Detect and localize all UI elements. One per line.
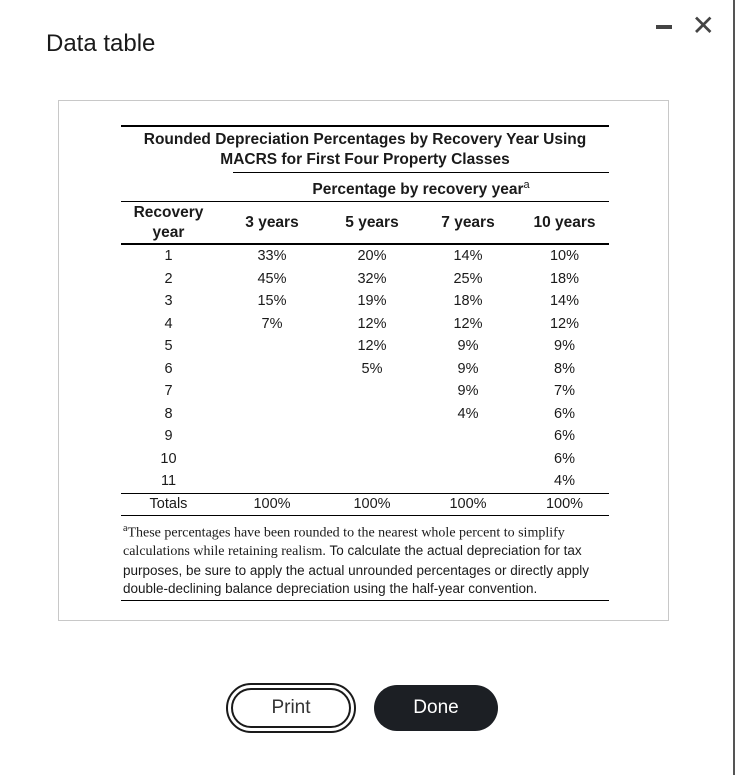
percentage-cell-3-years: 33% — [257, 248, 287, 265]
table-row — [121, 244, 609, 268]
percentage-cell-3-years: 45% — [257, 270, 287, 287]
print-button-label: Print — [231, 688, 351, 728]
percentage-cell-7-years: 18% — [453, 293, 483, 310]
recovery-year-cell: 8 — [164, 405, 173, 422]
percentage-cell-7-years: 14% — [453, 248, 483, 265]
depreciation-grid — [121, 201, 609, 515]
close-icon[interactable]: ✕ — [691, 10, 715, 41]
percentage-cell-5-years — [328, 403, 416, 426]
percentage-cell-3-years: 15% — [257, 293, 287, 310]
footnote-marker: a — [523, 179, 530, 191]
footnote-marker-label: a — [123, 522, 128, 534]
table-footnote — [121, 515, 609, 601]
recovery-year-cell: 2 — [164, 270, 173, 287]
percentage-cell-10-years: 12% — [549, 315, 580, 332]
column-header-5-years: 5 years — [328, 202, 416, 245]
percentage-cell-10-years: 4% — [554, 473, 575, 490]
minimize-icon[interactable] — [656, 25, 672, 29]
percentage-cell-3-years — [216, 470, 328, 493]
percentage-cell-10-years: 14% — [549, 293, 580, 310]
header-row — [121, 202, 609, 245]
percentage-cell-3-years — [216, 425, 328, 448]
table-row — [121, 268, 609, 291]
table-caption — [121, 125, 609, 172]
percentage-cell-5-years — [328, 380, 416, 403]
table-row — [121, 448, 609, 471]
recovery-year-cell: 6 — [164, 360, 173, 377]
totals-3-years: 100% — [216, 493, 328, 515]
percentage-cell-3-years — [216, 380, 328, 403]
totals-5-years: 100% — [328, 493, 416, 515]
recovery-year-cell: 3 — [164, 293, 173, 310]
percentage-cell-3-years — [216, 358, 328, 381]
percentage-cell-10-years: 7% — [554, 383, 575, 400]
percentage-cell-3-years — [216, 335, 328, 358]
table-row — [121, 470, 609, 493]
recovery-year-cell: 1 — [164, 248, 173, 265]
percentage-cell-3-years: 7% — [261, 315, 283, 332]
table-row — [121, 403, 609, 426]
column-header-3-years: 3 years — [216, 202, 328, 245]
column-header-recovery-year — [121, 202, 216, 245]
percentage-cell-7-years: 9% — [457, 338, 479, 355]
percentage-cell-5-years: 20% — [357, 248, 387, 265]
percentage-cell-3-years — [216, 403, 328, 426]
percentage-cell-5-years: 5% — [361, 360, 383, 377]
percentage-cell-10-years: 18% — [549, 270, 580, 287]
done-button[interactable]: Done — [374, 685, 498, 731]
table-row — [121, 358, 609, 381]
table-row — [121, 335, 609, 358]
percentage-cell-5-years — [328, 470, 416, 493]
recovery-label-line-2: year — [152, 223, 185, 241]
recovery-year-cell: 4 — [164, 315, 173, 332]
percentage-cell-5-years: 12% — [357, 338, 387, 355]
column-header-10-years: 10 years — [520, 202, 609, 245]
percentage-cell-10-years: 8% — [554, 360, 575, 377]
dialog-title: Data table — [46, 30, 156, 57]
percentage-cell-7-years — [416, 470, 520, 493]
percentage-cell-10-years: 6% — [554, 450, 575, 467]
percentage-cell-7-years — [416, 425, 520, 448]
percentage-cell-5-years — [328, 425, 416, 448]
table-row — [121, 425, 609, 448]
group-header-text: Percentage by recovery year — [312, 181, 524, 199]
recovery-label-line-1: Recovery — [133, 203, 204, 221]
percentage-cell-10-years: 6% — [554, 428, 575, 445]
percentage-cell-5-years: 12% — [357, 315, 387, 332]
percentage-cell-7-years: 12% — [453, 315, 483, 332]
table-row — [121, 290, 609, 313]
percentage-cell-10-years: 6% — [554, 405, 575, 422]
percentage-cell-7-years: 9% — [457, 360, 479, 377]
percentage-cell-7-years: 25% — [453, 270, 483, 287]
recovery-year-cell: 11 — [160, 473, 177, 490]
percentage-cell-7-years: 9% — [457, 383, 479, 400]
column-header-7-years: 7 years — [416, 202, 520, 245]
percentage-cell-5-years: 32% — [357, 270, 387, 287]
recovery-year-cell: 10 — [160, 450, 177, 467]
percentage-cell-10-years: 9% — [554, 338, 575, 355]
percentage-cell-3-years — [216, 448, 328, 471]
print-button[interactable] — [226, 683, 356, 733]
percentage-cell-7-years — [416, 448, 520, 471]
percentage-cell-5-years — [328, 448, 416, 471]
table-row — [121, 313, 609, 336]
table-row — [121, 380, 609, 403]
recovery-year-cell: 9 — [164, 428, 173, 445]
depreciation-table — [121, 125, 609, 601]
percentage-cell-10-years: 10% — [549, 248, 580, 265]
recovery-year-cell: 5 — [164, 338, 173, 355]
totals-10-years: 100% — [520, 493, 609, 515]
caption-line-1: Rounded Depreciation Percentages by Recovery Year Using — [143, 131, 587, 148]
window-controls — [656, 12, 715, 40]
footnote-serif-text: These percentages have been rounded to the nearest whole percent to simplify calculations while retaining realism. — [123, 525, 565, 560]
data-table-panel — [58, 100, 669, 621]
percentage-cell-5-years: 19% — [357, 293, 387, 310]
totals-label: Totals — [121, 493, 216, 515]
recovery-year-cell: 7 — [164, 383, 173, 400]
totals-7-years: 100% — [416, 493, 520, 515]
totals-row — [121, 493, 609, 515]
group-header — [233, 172, 609, 201]
footnote-sans-text: To calculate the actual depreciation for tax purposes, be sure to apply the actual unrounded percentages or directly apply double-declining balance depreciation using the half-year convention. — [123, 543, 590, 596]
caption-line-2: MACRS for First Four Property Classes — [220, 151, 510, 168]
percentage-cell-7-years: 4% — [457, 405, 479, 422]
table-body — [121, 244, 609, 493]
